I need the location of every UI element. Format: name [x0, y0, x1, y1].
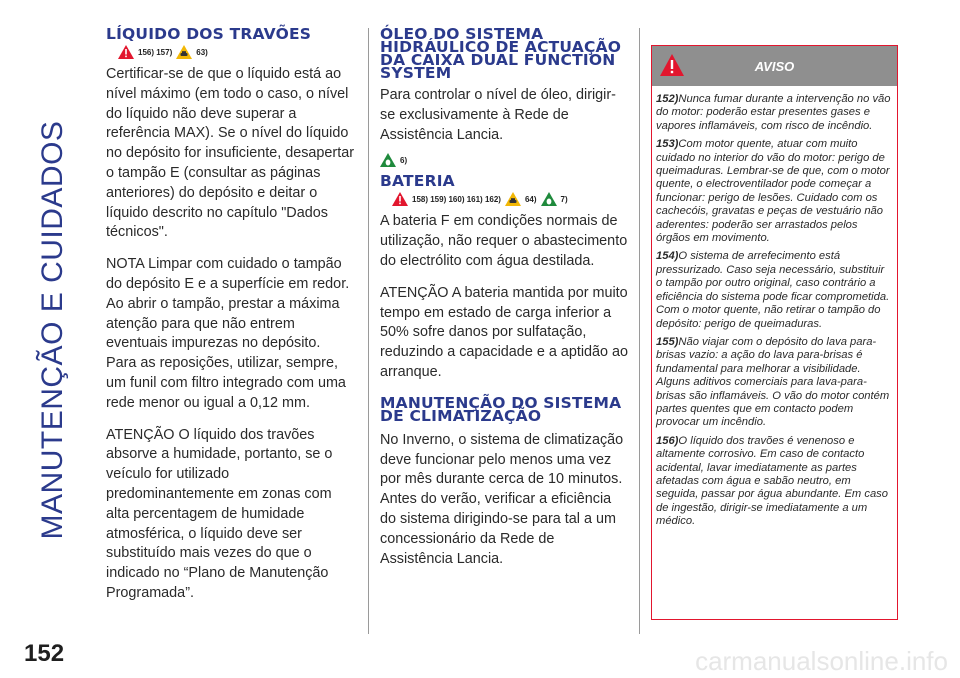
environment-leaf-icon	[541, 192, 557, 206]
warning-item	[656, 93, 893, 133]
heading-hydraulic-oil: ÓLEO DO SISTEMA HIDRÁULICO DE ACTUAÇÃO DA CAIXA DUAL FUNCTION SYSTEM	[380, 25, 622, 82]
paragraph: No Inverno, o sistema de climatização deve funcionar pelo menos uma vez por mês durante cerca de 10 minutos. Antes do verão, verificar a eficiência do sistema dirigindo-se para tal a um concessionário da Rede de Assistência Lancia.	[380, 431, 624, 567]
warning-list	[652, 86, 897, 529]
warning-header	[652, 46, 897, 86]
warning-item-text: Com motor quente, atuar com muito cuidado no interior do vão do motor: perigo de queimaduras. Lembrar-se de que, com o motor quente, o electroventilador pode começar a funcionar: perigo de lesões. Cuidado com os cachecóis, gravatas e peças de vestuário não aderentes: poderão ser arrastados pelos órgãos em movimento.	[656, 138, 890, 245]
warning-item-number: 152)	[656, 93, 679, 105]
warning-item-number: 153)	[656, 138, 679, 151]
paragraph: A bateria F em condições normais de utilização, não requer o abastecimento do electrólito com água destilada.	[380, 213, 628, 269]
warning-item-number: 155)	[656, 335, 679, 348]
warning-item-text: Nunca fumar durante a intervenção no vão do motor: poderão estar presentes gases e vapores inflamáveis, com risco de incêndio.	[656, 93, 891, 132]
heading-battery: BATERIA	[380, 172, 455, 191]
watermark: carmanualsonline.info	[695, 646, 948, 676]
warning-triangle-icon	[118, 45, 134, 59]
warning-box	[651, 45, 898, 620]
paragraph: NOTA Limpar com cuidado o tampão do depósito E e a superfície em redor. Ao abrir o tampão, prestar a máxima atenção para que não entrem eventuais impurezas no depósito.	[106, 256, 350, 352]
ref-numbers: 7)	[560, 194, 568, 204]
environment-leaf-icon	[380, 153, 396, 167]
ref-numbers: 64)	[524, 194, 537, 204]
warning-item-number: 156)	[656, 434, 679, 447]
column-divider	[368, 28, 369, 634]
paragraph: ATENÇÃO A bateria mantida por muito tempo em estado de carga inferior a 50% sofre danos por sulfatação, reduzindo a capacidade e a aptidão ao arranque.	[380, 284, 629, 380]
column-brake-fluid	[106, 25, 356, 604]
ref-numbers: 158) 159) 160) 161) 162)	[412, 194, 501, 204]
ref-numbers: 6)	[400, 155, 408, 165]
refs-battery	[392, 192, 630, 206]
warning-item-text: Não viajar com o depósito do lava para-brisas vazio: a ação do lava para-brisas é fundamental para melhorar a visibilidade. Alguns aditivos comerciais para lava-para-brisas são inflamáveis. O vão do motor contém partes quentes que em contacto podem provocar um incêndio.	[656, 335, 890, 429]
page-number: 152	[24, 640, 65, 667]
warning-item	[656, 138, 893, 245]
warning-title: AVISO	[754, 58, 795, 74]
warning-item-number: 154)	[656, 250, 679, 263]
paragraph: Certificar-se de que o líquido está ao nível máximo (em todo o caso, o nível do líquido não deve superar a referência MAX). Se o nível do líquido no depósito for insuficiente, desapertar o tampão E (consultar as páginas anteriores) do depósito e deitar o líquido descrito no capítulo "Dados técnicos".	[106, 66, 354, 241]
warning-item-text: O sistema de arrefecimento está pressurizado. Caso seja necessário, substituir o tampão por outro original, caso contrário a eficiência do sistema pode ficar comprometida. Com o motor quente, não retirar o tampão do depósito: perigo de queimaduras.	[656, 250, 890, 330]
paragraph: Para as reposições, utilizar, sempre, um funil com filtro integrado com uma rede menor ou igual a 0,12 mm.	[106, 355, 346, 411]
column-oil-battery-ac	[380, 25, 630, 569]
heading-brake-fluid: LÍQUIDO DOS TRAVÕES	[106, 25, 312, 43]
warning-item	[656, 250, 893, 330]
refs-hydraulic-oil	[380, 153, 630, 167]
warning-item-text: O líquido dos travões é venenoso e altamente corrosivo. Em caso de contacto acidental, lavar imediatamente as partes afetadas com água e sabão neutro, em seguida, passar por água abundante. Em caso de ingestão, dirigir-se imediatamente a um médico.	[656, 434, 888, 528]
warning-triangle-icon	[660, 54, 684, 76]
paragraph: ATENÇÃO O líquido dos travões absorve a humidade, portanto, se o veículo for utilizado predominantemente em zonas com alta percentagem de humidade atmosférica, o líquido deve ser substituído mais vezes do que o indicado no “Plano de Manutenção Programada”.	[106, 426, 333, 601]
refs-brake-fluid	[118, 45, 356, 59]
column-divider	[639, 28, 640, 634]
ref-numbers: 156) 157)	[138, 47, 173, 57]
ref-numbers: 63)	[196, 47, 208, 57]
warning-item	[656, 336, 893, 430]
warning-item	[656, 435, 893, 529]
warning-triangle-icon	[392, 192, 408, 206]
side-chapter-title: MANUTENÇÃO E CUIDADOS	[36, 120, 69, 540]
caution-car-icon	[505, 192, 521, 206]
heading-climate-maintenance: MANUTENÇÃO DO SISTEMA DE CLIMATIZAÇÃO	[380, 393, 622, 425]
paragraph: Para controlar o nível de óleo, dirigir-se exclusivamente à Rede de Assistência Lancia.	[380, 87, 616, 143]
caution-car-icon	[176, 45, 192, 59]
